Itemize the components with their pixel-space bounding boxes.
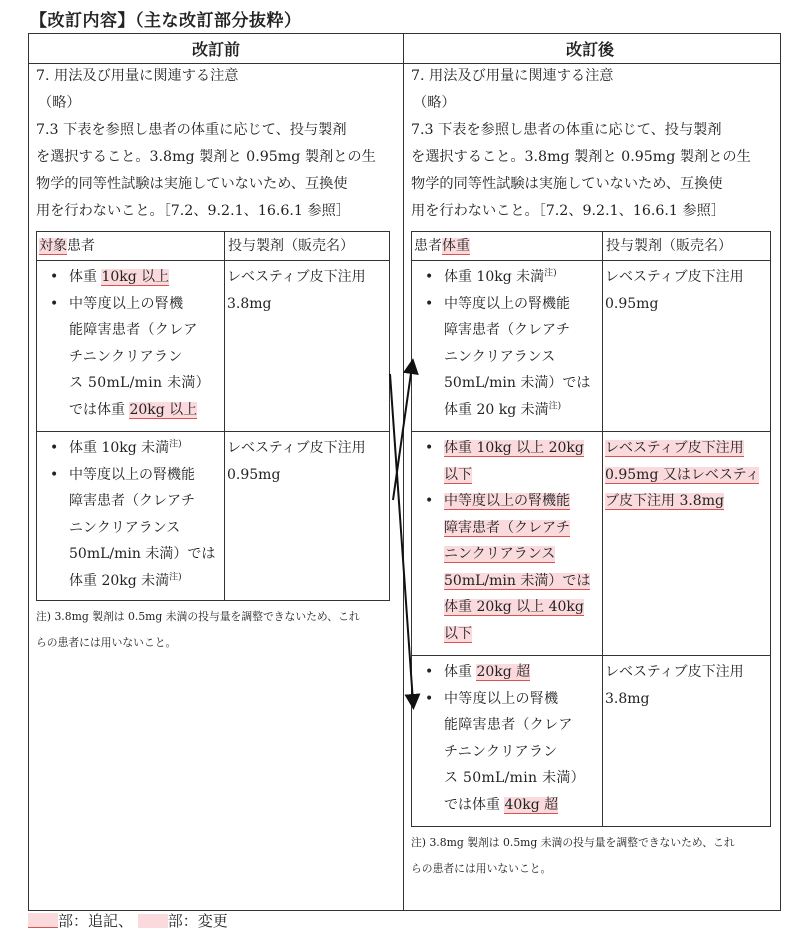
after-sec73-line: 7.3 下表を参照し患者の体重に応じて、投与製剤 — [411, 122, 722, 138]
after-row2-product: レベスティブ皮下注用 0.95mg 又はレベスティ ブ皮下注用 3.8mg — [605, 440, 760, 509]
arrow-to-after-row3 — [390, 374, 413, 702]
after-table-header-patient: 患者体重 — [414, 238, 470, 254]
added-swatch — [28, 913, 58, 928]
before-omit: （略） — [38, 95, 81, 111]
after-row1-product: レベスティブ皮下注用 0.95mg — [605, 269, 744, 312]
before-table-header-patient: 対象患者 — [39, 238, 95, 254]
list-item: • 中等度以上の腎機 能障害患者（クレア チニンクリアラン ス 50mL/min 未満） では体重 40kg 超 — [412, 686, 602, 819]
list-item: • 中等度以上の腎機 能障害患者（クレア チニンクリアラン ス 50mL/min 未満） では体重 20kg 以上 — [37, 291, 224, 424]
highlight-legend: 部：追記、 部：変更 — [28, 910, 228, 931]
before-sec73-line: 用を行わないこと。［7.2、9.2.1、16.6.1 参照］ — [36, 203, 351, 219]
list-item: • 中等度以上の腎機能 障害患者（クレアチ ニンクリアランス 50mL/min 未満）では 体重 20 kg 未満$^{注)}$ — [412, 291, 602, 424]
after-table-header-product: 投与製剤（販売名） — [606, 238, 732, 254]
after-sec73-line: 用を行わないこと。［7.2、9.2.1、16.6.1 参照］ — [411, 203, 726, 219]
after-sec73-line: 物学的同等性試験は実施していないため、互換使 — [411, 176, 723, 192]
list-item: • 体重 10kg 未満$^{注)}$ — [37, 435, 224, 462]
header-after: 改訂後 — [565, 40, 614, 59]
before-sec73-line: を選択すること。3.8mg 製剤と 0.95mg 製剤との生 — [36, 149, 376, 165]
before-row1-product: レベスティブ皮下注用 3.8mg — [227, 269, 366, 312]
before-sec73-line: 7.3 下表を参照し患者の体重に応じて、投与製剤 — [36, 122, 347, 138]
after-omit: （略） — [413, 95, 456, 111]
after-footnote: 注) 3.8mg 製剤は 0.5mg 未満の投与量を調整できないため、これ らの患者には用いないこと。 — [411, 836, 735, 875]
page-title: 【改訂内容】（主な改訂部分抜粋） — [30, 11, 302, 31]
list-item: • 体重 10kg 以上 20kg 以下 — [412, 435, 602, 488]
list-item: • 体重 10kg 以上 — [37, 264, 224, 291]
before-footnote: 注) 3.8mg 製剤は 0.5mg 未満の投与量を調整できないため、これ らの患者には用いないこと。 — [36, 610, 360, 649]
before-sec73-line: 物学的同等性試験は実施していないため、互換使 — [36, 176, 348, 192]
header-before: 改訂前 — [191, 40, 240, 59]
arrow-to-after-row1 — [393, 366, 412, 500]
after-sec7-heading: 7. 用法及び用量に関連する注意 — [411, 68, 614, 84]
after-sec73-line: を選択すること。3.8mg 製剤と 0.95mg 製剤との生 — [411, 149, 751, 165]
list-item: • 中等度以上の腎機能 障害患者（クレアチ ニンクリアランス 50mL/min 未満）では 体重 20kg 以上 40kg 以下 — [412, 488, 602, 647]
changed-swatch — [138, 914, 168, 928]
list-item: • 体重 20kg 超 — [412, 659, 602, 686]
before-sec7-heading: 7. 用法及び用量に関連する注意 — [36, 68, 239, 84]
before-table-header-product: 投与製剤（販売名） — [228, 238, 354, 254]
after-row3-product: レベスティブ皮下注用 3.8mg — [605, 664, 744, 707]
list-item: • 体重 10kg 未満$^{注)}$ — [412, 264, 602, 291]
before-row2-product: レベスティブ皮下注用 0.95mg — [227, 440, 366, 483]
list-item: • 中等度以上の腎機能 障害患者（クレアチ ニンクリアランス 50mL/min 未満）では 体重 20kg 未満$^{注)}$ — [37, 462, 224, 595]
